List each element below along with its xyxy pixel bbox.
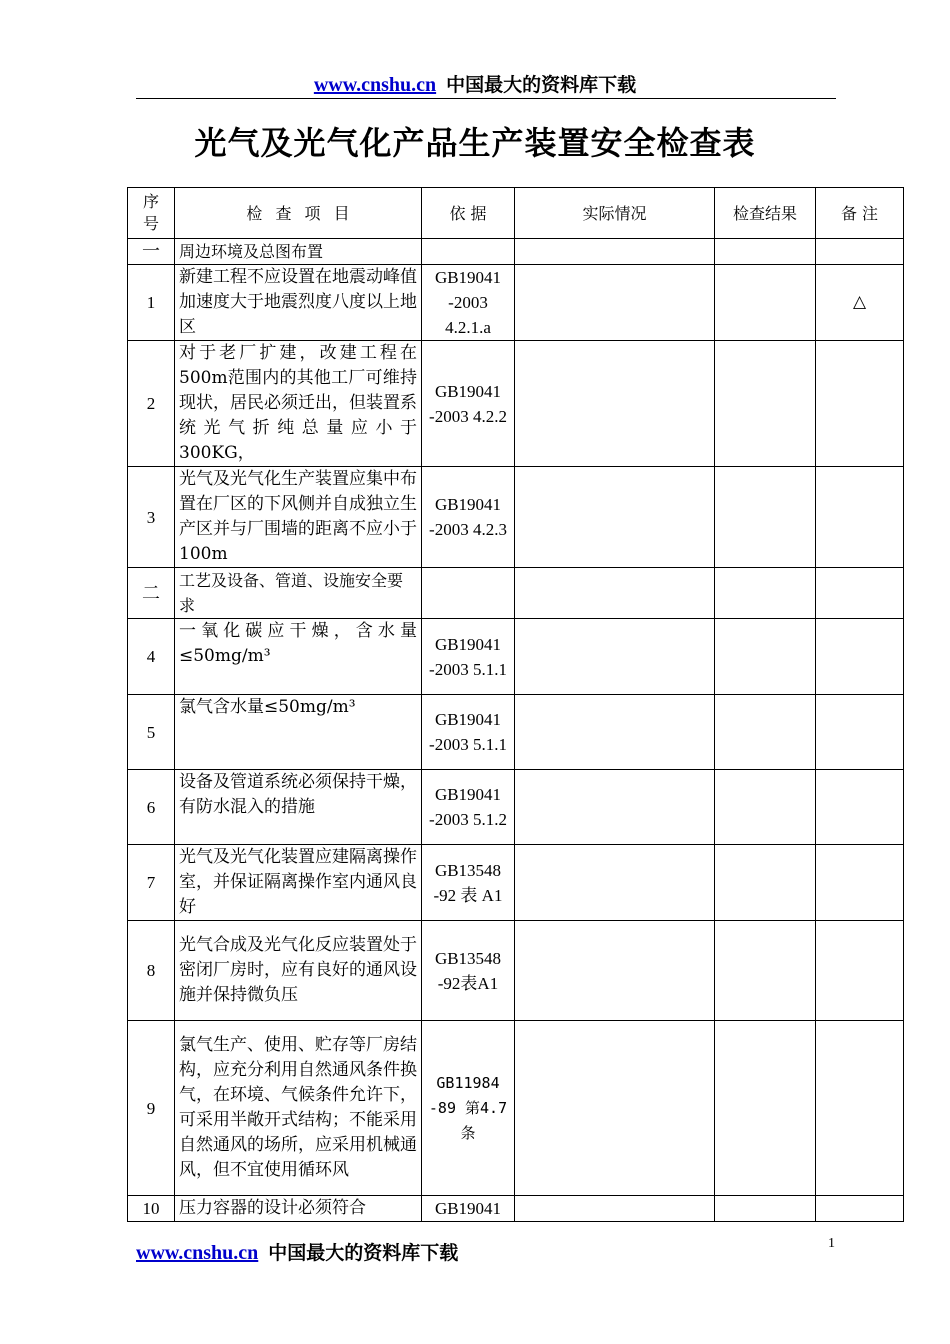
table-row xyxy=(128,265,904,341)
header-basis: 依 据 xyxy=(422,188,515,239)
row-note xyxy=(816,467,904,568)
row-basis: GB19041 -2003 5.1.1 xyxy=(422,619,515,695)
row-note xyxy=(816,341,904,467)
table-header-row xyxy=(128,188,904,239)
row-result[interactable] xyxy=(715,467,816,568)
row-result[interactable] xyxy=(715,695,816,770)
row-basis: GB19041 -2003 5.1.2 xyxy=(422,770,515,845)
checklist-table xyxy=(127,187,904,1222)
row-item: 对于老厂扩建，改建工程在500m范围内的其他工厂可维持现状，居民必须迁出，但装置系统光气折纯总量应小于300KG， xyxy=(175,341,422,467)
footer-link[interactable]: www.cnshu.cn xyxy=(136,1242,259,1264)
header-result: 检查结果 xyxy=(715,188,816,239)
table-row xyxy=(128,845,904,921)
row-actual[interactable] xyxy=(515,921,715,1021)
section-row xyxy=(128,239,904,265)
table-row xyxy=(128,921,904,1021)
header-rule xyxy=(136,98,836,99)
row-item: 氯气含水量≤50mg/m³ xyxy=(175,695,422,770)
section-label: 周边环境及总图布置 xyxy=(175,239,422,265)
header-note: 备 注 xyxy=(816,188,904,239)
table-row xyxy=(128,695,904,770)
row-item: 设备及管道系统必须保持干燥，有防水混入的措施 xyxy=(175,770,422,845)
row-note xyxy=(816,1196,904,1222)
row-note xyxy=(816,619,904,695)
row-actual[interactable] xyxy=(515,845,715,921)
row-result[interactable] xyxy=(715,619,816,695)
footer-site-name: 中国最大的资料库下载 xyxy=(268,1242,459,1264)
row-result[interactable] xyxy=(715,265,816,341)
row-result[interactable] xyxy=(715,1196,816,1222)
page-number: 1 xyxy=(828,1236,835,1251)
table-row xyxy=(128,1021,904,1196)
row-actual[interactable] xyxy=(515,619,715,695)
row-note xyxy=(816,695,904,770)
row-actual[interactable] xyxy=(515,467,715,568)
row-note xyxy=(816,921,904,1021)
row-result[interactable] xyxy=(715,845,816,921)
row-note: △ xyxy=(816,265,904,341)
row-result[interactable] xyxy=(715,341,816,467)
table-row xyxy=(128,467,904,568)
row-no: 6 xyxy=(128,770,175,845)
row-basis: GB19041 xyxy=(422,1196,515,1222)
row-item: 一氧化碳应干燥，含水量≤50mg/m³ xyxy=(175,619,422,695)
row-basis: GB19041 -2003 4.2.2 xyxy=(422,341,515,467)
row-no: 1 xyxy=(128,265,175,341)
row-item: 光气及光气化生产装置应集中布置在厂区的下风侧并自成独立生产区并与厂围墙的距离不应小于100m xyxy=(175,467,422,568)
row-actual[interactable] xyxy=(515,1021,715,1196)
row-note xyxy=(816,1021,904,1196)
row-actual[interactable] xyxy=(515,695,715,770)
row-basis: GB19041 -2003 5.1.1 xyxy=(422,695,515,770)
row-item: 光气合成及光气化反应装置处于密闭厂房时，应有良好的通风设施并保持微负压 xyxy=(175,921,422,1021)
row-no: 9 xyxy=(128,1021,175,1196)
header-site-name: 中国最大的资料库下载 xyxy=(446,74,637,96)
header-no: 序号 xyxy=(128,188,175,239)
table-row xyxy=(128,1196,904,1222)
row-no: 2 xyxy=(128,341,175,467)
row-note xyxy=(816,845,904,921)
section-row xyxy=(128,568,904,619)
section-no: 一 xyxy=(128,239,175,265)
row-no: 8 xyxy=(128,921,175,1021)
header-link[interactable]: www.cnshu.cn xyxy=(313,74,437,96)
header-actual: 实际情况 xyxy=(515,188,715,239)
row-basis: GB13548 -92 表 A1 xyxy=(422,845,515,921)
row-item: 氯气生产、使用、贮存等厂房结构，应充分利用自然通风条件换气，在环境、气候条件允许下，可采用半敞开式结构；不能采用自然通风的场所，应采用机械通风，但不宜使用循环风 xyxy=(175,1021,422,1196)
row-no: 3 xyxy=(128,467,175,568)
table-row xyxy=(128,619,904,695)
page-footer xyxy=(136,1238,458,1265)
row-item: 光气及光气化装置应建隔离操作室，并保证隔离操作室内通风良好 xyxy=(175,845,422,921)
row-basis: GB19041 -2003 4.2.1.a xyxy=(422,265,515,341)
section-no: 二 xyxy=(128,568,175,619)
row-actual[interactable] xyxy=(515,265,715,341)
page-title: 光气及光气化产品生产装置安全检查表 xyxy=(194,124,756,162)
page-header xyxy=(0,70,950,97)
row-actual[interactable] xyxy=(515,341,715,467)
row-item: 压力容器的设计必须符合 xyxy=(175,1196,422,1222)
row-no: 5 xyxy=(128,695,175,770)
row-no: 4 xyxy=(128,619,175,695)
row-result[interactable] xyxy=(715,770,816,845)
row-result[interactable] xyxy=(715,1021,816,1196)
row-item: 新建工程不应设置在地震动峰值加速度大于地震烈度八度以上地区 xyxy=(175,265,422,341)
row-basis: GB19041 -2003 4.2.3 xyxy=(422,467,515,568)
header-item: 检 查 项 目 xyxy=(175,188,422,239)
row-basis: GB13548 -92表A1 xyxy=(422,921,515,1021)
row-note xyxy=(816,770,904,845)
section-label: 工艺及设备、管道、设施安全要求 xyxy=(175,568,422,619)
row-actual[interactable] xyxy=(515,1196,715,1222)
row-basis: GB11984 -89 第4.7条 xyxy=(422,1021,515,1196)
row-no: 7 xyxy=(128,845,175,921)
row-no: 10 xyxy=(128,1196,175,1222)
row-actual[interactable] xyxy=(515,770,715,845)
row-result[interactable] xyxy=(715,921,816,1021)
table-row xyxy=(128,770,904,845)
table-row xyxy=(128,341,904,467)
